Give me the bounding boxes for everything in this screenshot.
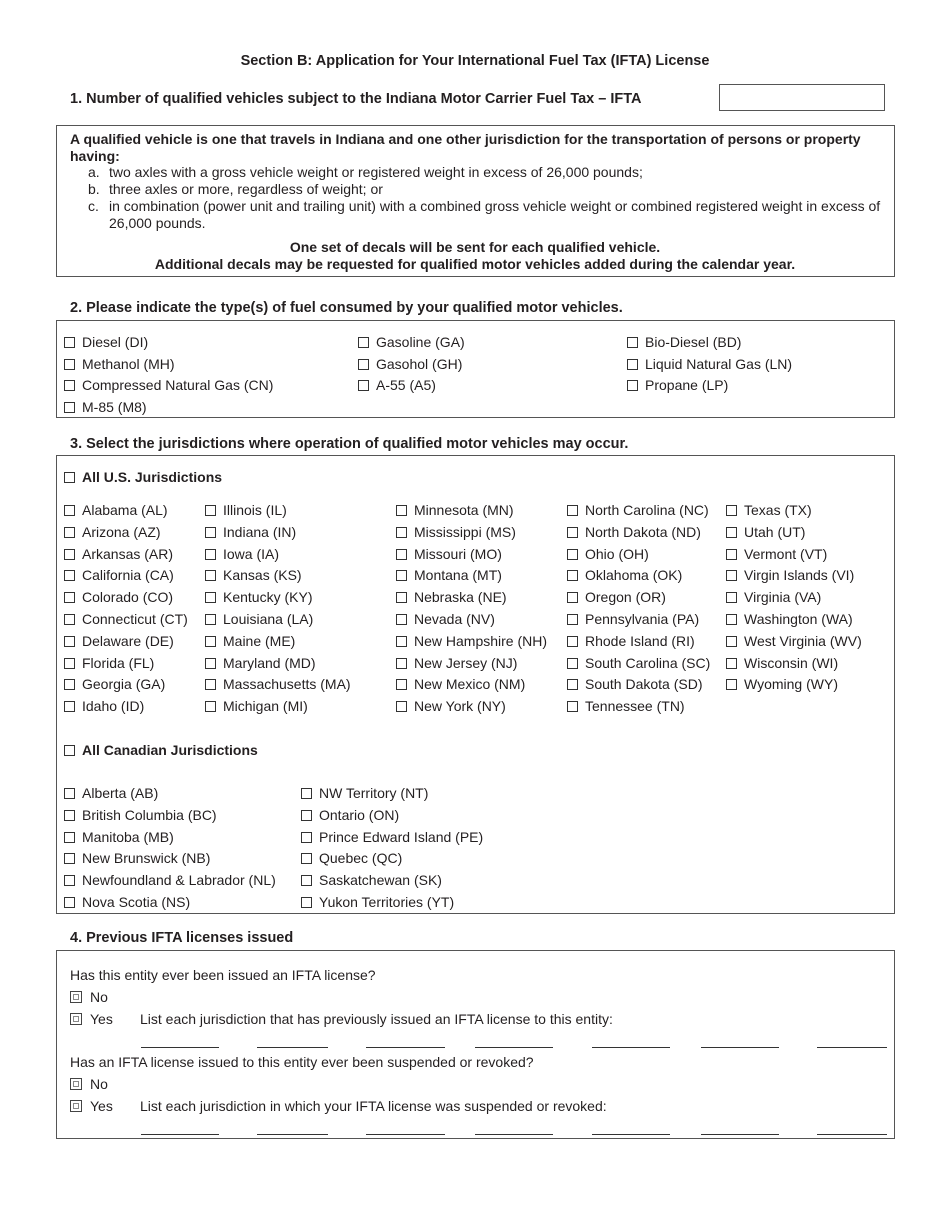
q1-item-text: in combination (power unit and trailing unit) with a combined gross vehicle weight or combined registered weight in excess of xyxy=(109,198,881,214)
us-jurisdiction-option[interactable] xyxy=(726,502,812,518)
q4-q2-yes-label: Yes xyxy=(90,1098,113,1114)
us-jurisdiction-checkbox[interactable] xyxy=(205,505,216,516)
us-jurisdiction-label: Oklahoma (OK) xyxy=(585,567,683,584)
us-jurisdiction-checkbox[interactable] xyxy=(726,527,737,538)
us-jurisdiction-checkbox[interactable] xyxy=(726,636,737,647)
ca-jurisdiction-checkbox[interactable] xyxy=(64,875,75,886)
us-jurisdiction-checkbox[interactable] xyxy=(726,614,737,625)
ca-jurisdiction-label: Newfoundland & Labrador (NL) xyxy=(82,872,276,889)
us-jurisdiction-label: West Virginia (WV) xyxy=(744,632,862,649)
us-jurisdiction-label: Georgia (GA) xyxy=(82,676,166,693)
us-jurisdiction-label: New Hampshire (NH) xyxy=(414,632,548,649)
us-jurisdiction-checkbox[interactable] xyxy=(64,527,75,538)
us-jurisdiction-label: Ohio (OH) xyxy=(585,545,649,562)
jurisdiction-entry-line[interactable] xyxy=(592,1047,670,1048)
us-jurisdiction-label: Alabama (AL) xyxy=(82,502,168,518)
us-jurisdiction-label: Nebraska (NE) xyxy=(414,589,507,606)
us-jurisdiction-option[interactable] xyxy=(726,633,862,649)
us-jurisdiction-option[interactable] xyxy=(726,676,838,692)
us-jurisdiction-label: New Mexico (NM) xyxy=(414,676,526,693)
us-jurisdiction-checkbox[interactable] xyxy=(64,592,75,603)
ca-jurisdiction-label: Nova Scotia (NS) xyxy=(82,894,191,910)
us-jurisdiction-checkbox[interactable] xyxy=(396,505,407,516)
us-jurisdiction-label: Maine (ME) xyxy=(223,632,296,649)
us-jurisdiction-label: Louisiana (LA) xyxy=(223,611,314,627)
us-jurisdiction-label: Texas (TX) xyxy=(744,502,812,518)
us-jurisdiction-checkbox[interactable] xyxy=(726,570,737,581)
us-jurisdiction-option[interactable] xyxy=(567,633,695,649)
fuel-option[interactable] xyxy=(64,334,148,350)
jurisdiction-entry-line[interactable] xyxy=(817,1134,887,1135)
us-jurisdiction-label: Florida (FL) xyxy=(82,654,155,671)
us-jurisdiction-checkbox[interactable] xyxy=(567,701,578,712)
ca-jurisdiction-label: Saskatchewan (SK) xyxy=(319,872,442,889)
fuel-checkbox[interactable] xyxy=(358,380,369,391)
jurisdiction-entry-line[interactable] xyxy=(701,1047,779,1048)
us-jurisdiction-checkbox[interactable] xyxy=(396,592,407,603)
us-jurisdiction-option[interactable] xyxy=(396,524,516,540)
us-jurisdiction-label: Kansas (KS) xyxy=(223,567,302,584)
jurisdiction-entry-line[interactable] xyxy=(257,1134,328,1135)
fuel-label: Liquid Natural Gas (LN) xyxy=(645,355,793,372)
us-jurisdiction-option[interactable] xyxy=(64,502,168,518)
q4-question-1: Has this entity ever been issued an IFTA license? xyxy=(70,967,376,983)
us-jurisdiction-label: Kentucky (KY) xyxy=(223,589,313,606)
fuel-option[interactable] xyxy=(627,334,741,350)
ca-jurisdiction-checkbox[interactable] xyxy=(301,810,312,821)
fuel-label: Diesel (DI) xyxy=(82,334,149,350)
us-jurisdiction-option[interactable] xyxy=(396,546,502,562)
us-jurisdiction-option[interactable] xyxy=(205,502,287,518)
fuel-checkbox[interactable] xyxy=(627,380,638,391)
ca-jurisdiction-label: Quebec (QC) xyxy=(319,850,403,867)
us-jurisdiction-checkbox[interactable] xyxy=(567,505,578,516)
q1-item-c-cont: 26,000 pounds. xyxy=(109,215,206,231)
jurisdiction-entry-line[interactable] xyxy=(475,1047,553,1048)
us-jurisdiction-option[interactable] xyxy=(396,589,507,605)
ca-jurisdiction-label: Prince Edward Island (PE) xyxy=(319,828,484,845)
ca-jurisdiction-option[interactable] xyxy=(64,850,210,866)
ca-jurisdiction-label: Manitoba (MB) xyxy=(82,828,174,845)
jurisdiction-entry-line[interactable] xyxy=(366,1047,445,1048)
us-jurisdiction-label: Nevada (NV) xyxy=(414,611,495,627)
ca-jurisdiction-option[interactable] xyxy=(301,872,442,888)
us-jurisdiction-checkbox[interactable] xyxy=(205,592,216,603)
ca-jurisdiction-option[interactable] xyxy=(64,894,190,910)
us-jurisdiction-option[interactable] xyxy=(205,589,312,605)
us-jurisdiction-option[interactable] xyxy=(64,698,144,714)
jurisdiction-entry-line[interactable] xyxy=(817,1047,887,1048)
us-jurisdiction-label: Arizona (AZ) xyxy=(82,523,161,540)
us-jurisdiction-checkbox[interactable] xyxy=(396,527,407,538)
us-jurisdiction-option[interactable] xyxy=(64,633,174,649)
us-jurisdiction-option[interactable] xyxy=(205,546,279,562)
us-jurisdiction-label: Illinois (IL) xyxy=(223,502,287,518)
ca-jurisdiction-option[interactable] xyxy=(301,829,483,845)
us-jurisdiction-checkbox[interactable] xyxy=(726,549,737,560)
ca-jurisdiction-label: Ontario (ON) xyxy=(319,806,400,823)
q1-item xyxy=(88,181,888,198)
fuel-checkbox[interactable] xyxy=(64,337,75,348)
q1-item-marker: b. xyxy=(88,181,100,197)
q4-list-2-label: List each jurisdiction in which your IFTA license was suspended or revoked: xyxy=(140,1098,607,1114)
q4-q1-no-row[interactable] xyxy=(70,989,108,1005)
ca-jurisdiction-option[interactable] xyxy=(64,829,174,845)
us-jurisdiction-checkbox[interactable] xyxy=(205,527,216,538)
q1-list xyxy=(88,164,888,232)
ca-jurisdiction-label: New Brunswick (NB) xyxy=(82,850,211,867)
fuel-checkbox[interactable] xyxy=(64,402,75,413)
q4-q2-no-row[interactable] xyxy=(70,1076,108,1092)
all-us-checkbox-row[interactable] xyxy=(64,469,222,485)
fuel-option[interactable] xyxy=(64,356,175,372)
us-jurisdiction-checkbox[interactable] xyxy=(567,570,578,581)
us-jurisdiction-option[interactable] xyxy=(567,567,682,583)
us-jurisdiction-checkbox[interactable] xyxy=(64,614,75,625)
us-jurisdiction-option[interactable] xyxy=(567,524,701,540)
ca-jurisdiction-checkbox[interactable] xyxy=(301,788,312,799)
q4-list-1-label: List each jurisdiction that has previously issued an IFTA license to this entity: xyxy=(140,1011,613,1027)
us-jurisdiction-label: Washington (WA) xyxy=(744,611,853,627)
us-jurisdiction-checkbox[interactable] xyxy=(567,527,578,538)
us-jurisdiction-option[interactable] xyxy=(64,655,154,671)
fuel-checkbox[interactable] xyxy=(358,359,369,370)
us-jurisdiction-label: Rhode Island (RI) xyxy=(585,632,695,649)
ca-jurisdiction-checkbox[interactable] xyxy=(301,897,312,908)
us-jurisdiction-label: Mississippi (MS) xyxy=(414,523,516,540)
us-jurisdiction-checkbox[interactable] xyxy=(726,592,737,603)
us-jurisdiction-option[interactable] xyxy=(567,698,685,714)
ca-jurisdiction-label: Alberta (AB) xyxy=(82,785,159,801)
us-jurisdiction-option[interactable] xyxy=(567,589,666,605)
us-jurisdiction-label: Minnesota (MN) xyxy=(414,502,514,518)
us-jurisdiction-option[interactable] xyxy=(567,502,709,518)
us-jurisdiction-label: South Carolina (SC) xyxy=(585,654,711,671)
us-jurisdiction-option[interactable] xyxy=(205,524,296,540)
us-jurisdiction-option[interactable] xyxy=(567,546,649,562)
jurisdiction-entry-line[interactable] xyxy=(592,1134,670,1135)
us-jurisdiction-label: New Jersey (NJ) xyxy=(414,654,518,671)
us-jurisdiction-option[interactable] xyxy=(396,502,514,518)
us-jurisdiction-checkbox[interactable] xyxy=(64,549,75,560)
q1-note-2: Additional decals may be requested for qualified motor vehicles added during the calendar year. xyxy=(154,256,796,272)
fuel-option[interactable] xyxy=(358,334,465,350)
ca-jurisdiction-option[interactable] xyxy=(301,894,454,910)
q4-heading: 4. Previous IFTA licenses issued xyxy=(70,930,294,946)
fuel-option[interactable] xyxy=(358,377,436,393)
vehicle-count-input[interactable] xyxy=(719,84,885,111)
us-jurisdiction-label: Montana (MT) xyxy=(414,567,502,584)
us-jurisdiction-option[interactable] xyxy=(205,567,302,583)
ca-jurisdiction-option[interactable] xyxy=(64,872,276,888)
us-jurisdiction-label: Virginia (VA) xyxy=(744,589,822,606)
us-jurisdiction-label: Idaho (ID) xyxy=(82,698,145,715)
q4-q2-yes-row[interactable] xyxy=(70,1098,113,1114)
page-title: Section B: Application for Your International Fuel Tax (IFTA) License xyxy=(240,53,710,69)
jurisdiction-entry-line[interactable] xyxy=(475,1134,553,1135)
us-jurisdiction-option[interactable] xyxy=(396,655,517,671)
us-jurisdiction-option[interactable] xyxy=(726,546,827,562)
fuel-label: Gasoline (GA) xyxy=(376,334,465,350)
us-jurisdiction-checkbox[interactable] xyxy=(567,549,578,560)
fuel-label: Compressed Natural Gas (CN) xyxy=(82,377,274,394)
q4-q2-no-checkbox[interactable] xyxy=(70,1078,82,1090)
us-jurisdiction-option[interactable] xyxy=(726,589,821,605)
us-jurisdiction-option[interactable] xyxy=(64,589,173,605)
ca-jurisdiction-checkbox[interactable] xyxy=(64,853,75,864)
us-jurisdiction-label: Connecticut (CT) xyxy=(82,611,188,627)
ca-jurisdiction-option[interactable] xyxy=(301,850,402,866)
us-jurisdiction-checkbox[interactable] xyxy=(205,549,216,560)
us-jurisdiction-checkbox[interactable] xyxy=(396,549,407,560)
us-jurisdiction-label: Delaware (DE) xyxy=(82,632,174,649)
us-jurisdiction-checkbox[interactable] xyxy=(205,679,216,690)
fuel-option[interactable] xyxy=(64,399,147,415)
q3-heading: 3. Select the jurisdictions where operation of qualified motor vehicles may occur. xyxy=(70,436,629,452)
us-jurisdiction-checkbox[interactable] xyxy=(64,701,75,712)
us-jurisdiction-checkbox[interactable] xyxy=(64,505,75,516)
us-jurisdiction-label: Colorado (CO) xyxy=(82,589,174,606)
us-jurisdiction-label: Oregon (OR) xyxy=(585,589,666,606)
us-jurisdiction-label: Indiana (IN) xyxy=(223,523,297,540)
us-jurisdiction-label: Utah (UT) xyxy=(744,523,806,540)
us-jurisdiction-option[interactable] xyxy=(567,611,699,627)
us-jurisdiction-checkbox[interactable] xyxy=(567,614,578,625)
fuel-label: Propane (LP) xyxy=(645,377,729,394)
us-jurisdiction-label: Michigan (MI) xyxy=(223,698,308,715)
q1-heading: 1. Number of qualified vehicles subject to the Indiana Motor Carrier Fuel Tax – IFTA xyxy=(70,91,642,107)
us-jurisdiction-option[interactable] xyxy=(64,567,174,583)
q4-q2-no-label: No xyxy=(90,1076,108,1092)
ca-jurisdiction-option[interactable] xyxy=(64,807,217,823)
q4-q1-no-checkbox[interactable] xyxy=(70,991,82,1003)
jurisdiction-entry-line[interactable] xyxy=(141,1134,219,1135)
fuel-option[interactable] xyxy=(64,377,273,393)
us-jurisdiction-label: Vermont (VT) xyxy=(744,545,828,562)
q1-note-1: One set of decals will be sent for each qualified vehicle. xyxy=(289,239,661,255)
us-jurisdiction-checkbox[interactable] xyxy=(396,679,407,690)
q1-item xyxy=(88,198,888,215)
us-jurisdiction-option[interactable] xyxy=(64,611,188,627)
ca-jurisdiction-option[interactable] xyxy=(301,785,428,801)
q4-q1-yes-label: Yes xyxy=(90,1011,113,1027)
us-jurisdiction-option[interactable] xyxy=(64,546,173,562)
us-jurisdiction-checkbox[interactable] xyxy=(205,658,216,669)
us-jurisdiction-option[interactable] xyxy=(726,611,853,627)
us-jurisdiction-checkbox[interactable] xyxy=(567,636,578,647)
us-jurisdiction-checkbox[interactable] xyxy=(396,658,407,669)
ca-jurisdiction-checkbox[interactable] xyxy=(301,832,312,843)
us-jurisdiction-option[interactable] xyxy=(64,676,165,692)
fuel-label: A-55 (A5) xyxy=(376,377,436,394)
q4-q1-no-label: No xyxy=(90,989,108,1005)
us-jurisdiction-label: California (CA) xyxy=(82,567,174,584)
us-jurisdiction-label: Maryland (MD) xyxy=(223,654,316,671)
us-jurisdiction-label: Massachusetts (MA) xyxy=(223,676,351,693)
us-jurisdiction-label: North Dakota (ND) xyxy=(585,523,701,540)
us-jurisdiction-checkbox[interactable] xyxy=(726,658,737,669)
us-jurisdiction-option[interactable] xyxy=(396,633,547,649)
us-jurisdiction-option[interactable] xyxy=(205,611,313,627)
us-jurisdiction-checkbox[interactable] xyxy=(396,614,407,625)
fuel-checkbox[interactable] xyxy=(358,337,369,348)
us-jurisdiction-checkbox[interactable] xyxy=(396,570,407,581)
us-jurisdiction-option[interactable] xyxy=(205,633,295,649)
us-jurisdiction-option[interactable] xyxy=(396,698,506,714)
us-jurisdiction-option[interactable] xyxy=(64,524,161,540)
fuel-option[interactable] xyxy=(627,356,792,372)
us-jurisdiction-label: Virgin Islands (VI) xyxy=(744,567,855,584)
fuel-checkbox[interactable] xyxy=(627,337,638,348)
ca-jurisdiction-checkbox[interactable] xyxy=(64,832,75,843)
q1-item-text: two axles with a gross vehicle weight or registered weight in excess of 26,000 pounds; xyxy=(109,164,643,180)
us-jurisdiction-option[interactable] xyxy=(205,698,308,714)
us-jurisdiction-label: North Carolina (NC) xyxy=(585,502,709,518)
us-jurisdiction-label: Tennessee (TN) xyxy=(585,698,685,715)
ca-jurisdiction-option[interactable] xyxy=(64,785,158,801)
us-jurisdiction-option[interactable] xyxy=(205,676,351,692)
q1-intro: A qualified vehicle is one that travels in Indiana and one other jurisdiction for the transportation of persons or property having: xyxy=(70,131,861,164)
fuel-checkbox[interactable] xyxy=(64,359,75,370)
jurisdiction-entry-line[interactable] xyxy=(366,1134,445,1135)
us-jurisdiction-option[interactable] xyxy=(567,676,703,692)
us-jurisdiction-option[interactable] xyxy=(396,567,502,583)
ca-jurisdiction-checkbox[interactable] xyxy=(301,875,312,886)
us-jurisdiction-checkbox[interactable] xyxy=(567,592,578,603)
us-jurisdiction-label: Pennsylvania (PA) xyxy=(585,611,700,627)
us-jurisdiction-checkbox[interactable] xyxy=(205,636,216,647)
all-us-label: All U.S. Jurisdictions xyxy=(82,469,223,485)
ca-jurisdiction-checkbox[interactable] xyxy=(301,853,312,864)
us-jurisdiction-option[interactable] xyxy=(205,655,316,671)
fuel-checkbox[interactable] xyxy=(627,359,638,370)
all-ca-label: All Canadian Jurisdictions xyxy=(82,742,258,758)
us-jurisdiction-label: South Dakota (SD) xyxy=(585,676,703,693)
us-jurisdiction-label: Iowa (IA) xyxy=(223,545,280,562)
q4-q1-yes-row[interactable] xyxy=(70,1011,113,1027)
q4-q1-yes-checkbox[interactable] xyxy=(70,1013,82,1025)
all-ca-checkbox-row[interactable] xyxy=(64,742,258,758)
us-jurisdiction-checkbox[interactable] xyxy=(64,679,75,690)
us-jurisdiction-checkbox[interactable] xyxy=(396,636,407,647)
us-jurisdiction-checkbox[interactable] xyxy=(726,505,737,516)
us-jurisdiction-checkbox[interactable] xyxy=(64,658,75,669)
q4-q2-yes-checkbox[interactable] xyxy=(70,1100,82,1112)
ca-jurisdiction-label: Yukon Territories (YT) xyxy=(319,894,455,910)
q1-item-marker: a. xyxy=(88,164,100,180)
ca-jurisdiction-label: British Columbia (BC) xyxy=(82,806,217,823)
us-jurisdiction-label: Missouri (MO) xyxy=(414,545,502,562)
us-jurisdiction-option[interactable] xyxy=(726,655,838,671)
us-jurisdiction-checkbox[interactable] xyxy=(205,570,216,581)
us-jurisdiction-label: Wyoming (WY) xyxy=(744,676,838,693)
ca-jurisdiction-option[interactable] xyxy=(301,807,399,823)
q1-item xyxy=(88,164,888,181)
us-jurisdiction-option[interactable] xyxy=(726,567,854,583)
us-jurisdiction-checkbox[interactable] xyxy=(64,570,75,581)
us-jurisdiction-checkbox[interactable] xyxy=(64,636,75,647)
ca-jurisdiction-checkbox[interactable] xyxy=(64,810,75,821)
all-us-checkbox[interactable] xyxy=(64,472,75,483)
q1-item-marker: c. xyxy=(88,198,99,214)
us-jurisdiction-option[interactable] xyxy=(396,611,495,627)
fuel-label: Bio-Diesel (BD) xyxy=(645,334,742,350)
us-jurisdiction-checkbox[interactable] xyxy=(396,701,407,712)
us-jurisdiction-checkbox[interactable] xyxy=(567,658,578,669)
us-jurisdiction-checkbox[interactable] xyxy=(567,679,578,690)
us-jurisdiction-label: Wisconsin (WI) xyxy=(744,654,839,671)
jurisdiction-entry-line[interactable] xyxy=(701,1134,779,1135)
us-jurisdiction-option[interactable] xyxy=(567,655,710,671)
us-jurisdiction-checkbox[interactable] xyxy=(726,679,737,690)
fuel-option[interactable] xyxy=(627,377,728,393)
q2-heading: 2. Please indicate the type(s) of fuel consumed by your qualified motor vehicles. xyxy=(70,300,623,316)
us-jurisdiction-label: New York (NY) xyxy=(414,698,506,715)
all-ca-checkbox[interactable] xyxy=(64,745,75,756)
q4-question-2: Has an IFTA license issued to this entity ever been suspended or revoked? xyxy=(70,1054,534,1070)
fuel-label: Methanol (MH) xyxy=(82,355,175,372)
fuel-label: Gasohol (GH) xyxy=(376,355,463,372)
us-jurisdiction-checkbox[interactable] xyxy=(205,614,216,625)
us-jurisdiction-option[interactable] xyxy=(726,524,805,540)
us-jurisdiction-option[interactable] xyxy=(396,676,525,692)
jurisdiction-entry-line[interactable] xyxy=(257,1047,328,1048)
q1-item-text: three axles or more, regardless of weight; or xyxy=(109,181,383,197)
jurisdiction-entry-line[interactable] xyxy=(141,1047,219,1048)
ca-jurisdiction-checkbox[interactable] xyxy=(64,897,75,908)
us-jurisdiction-checkbox[interactable] xyxy=(205,701,216,712)
fuel-option[interactable] xyxy=(358,356,462,372)
fuel-label: M-85 (M8) xyxy=(82,399,147,416)
us-jurisdiction-label: Arkansas (AR) xyxy=(82,545,174,562)
fuel-checkbox[interactable] xyxy=(64,380,75,391)
ca-jurisdiction-label: NW Territory (NT) xyxy=(319,785,429,801)
ca-jurisdiction-checkbox[interactable] xyxy=(64,788,75,799)
